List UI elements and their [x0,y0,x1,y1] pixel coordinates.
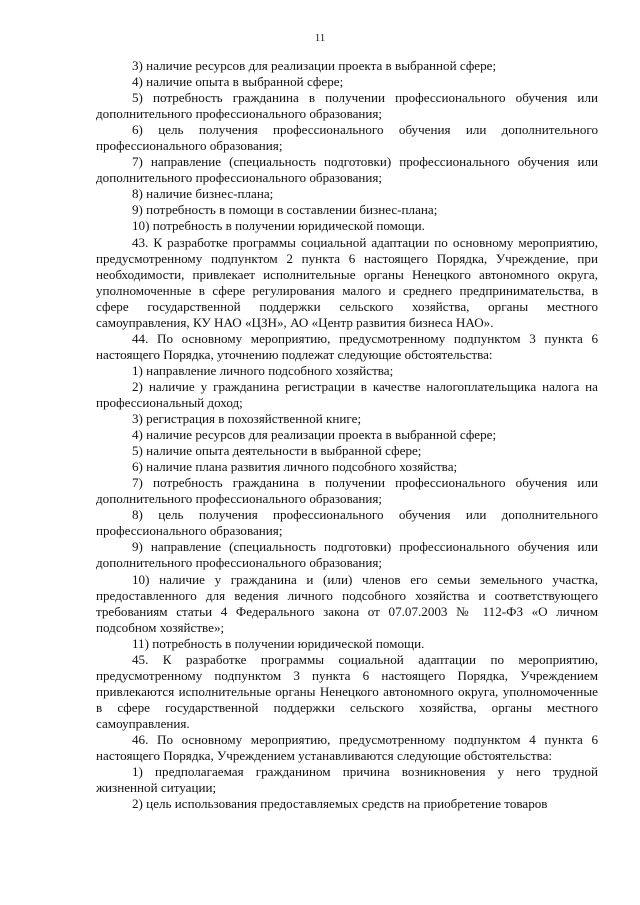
paragraph: 2) цель использования предоставляемых средств на приобретение товаров [132,796,548,812]
paragraph: 9) направление (специальность подготовки) профессионального обучения или дополнительного профессионального образования; [96,539,598,571]
paragraph: 3) регистрация в похозяйственной книге; [132,411,362,427]
paragraph: 46. По основному мероприятию, предусмотренному подпунктом 4 пункта 6 настоящего Порядка, Учреждением устанавливаются следующие обстоятельства: [96,731,598,764]
paragraph: 4) наличие ресурсов для реализации проекта в выбранной сфере; [132,427,497,443]
document-body [96,58,598,812]
paragraph: 8) наличие бизнес-плана; [132,186,274,202]
paragraph: 4) наличие опыта в выбранной сфере; [132,74,344,90]
paragraph: 5) потребность гражданина в получении профессионального обучения или дополнительного профессионального образования; [96,90,598,122]
page-number: 11 [314,32,326,44]
paragraph: 5) наличие опыта деятельности в выбранной сфере; [132,443,422,459]
paragraph: 2) наличие у гражданина регистрации в качестве налогоплательщика налога на профессиональный доход; [96,378,598,410]
paragraph: 9) потребность в помощи в составлении бизнес-плана; [132,202,438,218]
paragraph: 3) наличие ресурсов для реализации проекта в выбранной сфере; [132,58,497,73]
paragraph: 1) направление личного подсобного хозяйства; [132,362,394,378]
paragraph: 7) потребность гражданина в получении профессионального обучения или дополнительного профессионального образования; [96,475,598,507]
paragraph: 1) предполагаемая гражданином причина возникновения у него трудной жизненной ситуации; [96,764,598,796]
paragraph: 6) наличие плана развития личного подсобного хозяйства; [132,459,458,475]
paragraph: 44. По основному мероприятию, предусмотренному подпунктом 3 пункта 6 настоящего Порядка, уточнению подлежат следующие обстоятельства: [96,330,598,362]
paragraph: 43. К разработке программы социальной адаптации по основному мероприятию, предусмотренному подпунктом 2 пункта 6 настоящего Порядка, Учреждение, при необходимости, привлекает исполнительные органы Ненецкого автономного округа, уполномоченные в сфере регулирования малого и среднего предпринимательства, в сфере государственной поддержки сельского хозяйства, органы местного самоуправления, КУ НАО «ЦЗН», АО «Центр развития бизнеса НАО». [96,234,598,330]
paragraph: 10) наличие у гражданина и (или) членов его семьи земельного участка, предоставленного для ведения личного подсобного хозяйства и соответствующего требованиям статьи 4 Федерального закона от 07.07.2003 № 112-ФЗ «О личном подсобном хозяйстве»; [96,571,598,635]
paragraph: 8) цель получения профессионального обучения или дополнительного профессионального образования; [96,507,598,539]
paragraph: 45. К разработке программы социальной адаптации по мероприятию, предусмотренному подпунктом 3 пункта 6 настоящего Порядка, Учреждением привлекаются исполнительные органы Ненецкого автономного округа, уполномоченные в сфере государственной поддержки сельского хозяйства, органы местного самоуправления. [96,651,598,731]
paragraph: 10) потребность в получении юридической помощи. [132,218,425,234]
paragraph: 6) цель получения профессионального обучения или дополнительного профессионального образования; [96,122,598,154]
paragraph: 7) направление (специальность подготовки) профессионального обучения или дополнительного профессионального образования; [96,154,598,186]
paragraph: 11) потребность в получении юридической помощи. [132,635,425,651]
